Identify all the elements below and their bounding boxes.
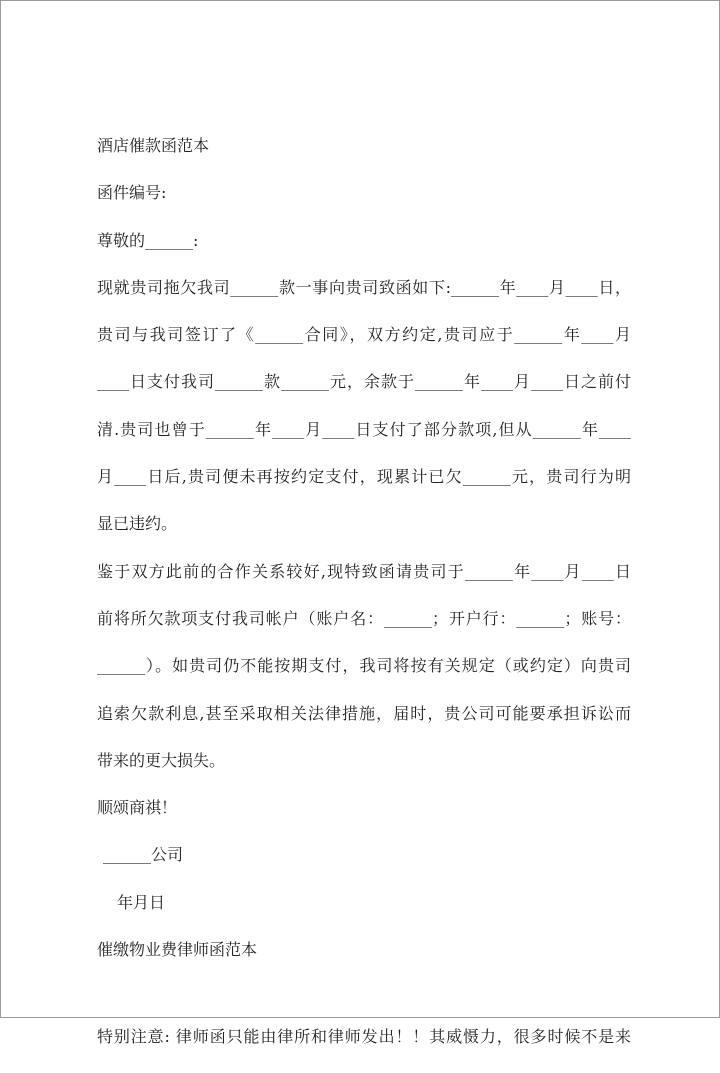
body-line: 贵司与我司签订了《______合同》，双方约定,贵司应于______年____月 (97, 325, 631, 345)
notice-line: 特别注意: 律师函只能由律所和律师发出！！其威慑力，很多时候不是来 (97, 1027, 631, 1047)
salutation: 尊敬的______: (97, 230, 199, 250)
body-line: 月____日后,贵司便未再按约定支付，现累计已欠______元，贵司行为明 (97, 467, 631, 487)
body-line: 清.贵司也曾于______年____月____日支付了部分款项,但从______年____ (97, 419, 631, 439)
signature: ______公司 (103, 845, 184, 865)
date-line: 年月日 (117, 892, 166, 912)
body-line: ____日支付我司______款______元，余款于______年____月____日之前付 (97, 372, 631, 392)
body2-line: 鉴于双方此前的合作关系较好,现特致函请贵司于______年____月____日 (97, 561, 631, 581)
body-line: 显已违约。 (97, 514, 178, 534)
body2-line: 带来的更大损失。 (97, 750, 226, 770)
blank-gap (97, 985, 631, 1025)
body2-line: ______）。如贵司仍不能按期支付，我司将按有关规定（或约定）向贵司 (97, 656, 631, 676)
body-line: 现就贵司拖欠我司______款一事向贵司致函如下:______年____月____日， (97, 277, 631, 297)
letter-number-label: 函件编号: (97, 183, 167, 203)
second-title: 催缴物业费律师函范本 (97, 940, 258, 960)
document-content (97, 134, 631, 1073)
closing: 顺颂商祺！ (97, 798, 178, 818)
body2-line: 前将所欠款项支付我司帐户（账户名：______；开户行：______；账号： (97, 608, 631, 628)
document-title: 酒店催款函范本 (97, 136, 210, 155)
body2-line: 追索欠款利息,甚至采取相关法律措施，届时，贵公司可能要承担诉讼而 (97, 703, 631, 723)
